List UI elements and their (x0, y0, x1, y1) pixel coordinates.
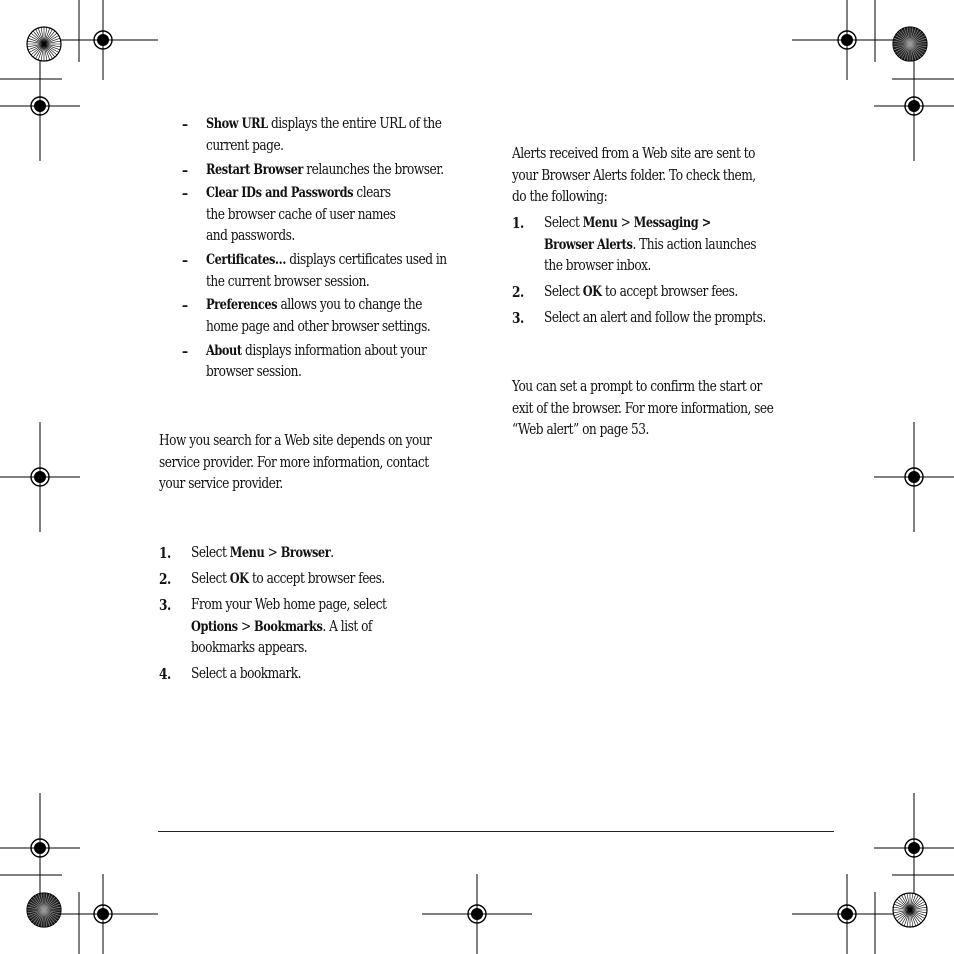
crosshair-quadrant (471, 914, 477, 920)
term-preferences: Preferences (206, 297, 278, 313)
alert-step-3-text: Select an alert and follow the prompts. (544, 310, 766, 326)
search-paragraph-line: service provider. For more information, contact (159, 455, 429, 471)
alerts-paragraph-line: do the following: (512, 189, 608, 205)
prompt-paragraph-line: “Web alert” on page 53. (512, 422, 649, 438)
crosshair-quadrant (847, 914, 853, 920)
crosshair-quadrant (34, 100, 40, 106)
crosshair-quadrant (908, 842, 914, 848)
bullet-certificates: Certificates… displays certificates used in (206, 252, 447, 268)
crosshair-quadrant (847, 34, 853, 40)
crosshair-quadrant (908, 848, 914, 854)
crosshair-quadrant (40, 100, 46, 106)
bullet-dash: – (182, 185, 188, 202)
term-clear-ids: Clear IDs and Passwords (206, 185, 354, 201)
step-3-text-3: bookmarks appears. (191, 640, 308, 656)
bullet-text: and passwords. (206, 228, 295, 244)
crosshair-quadrant (97, 40, 103, 46)
prompt-paragraph-line: You can set a prompt to confirm the start or (512, 379, 762, 395)
bullet-dash: – (182, 343, 188, 360)
crosshair-quadrant (914, 842, 920, 848)
search-paragraph-line: your service provider. (159, 476, 283, 492)
crosshair-quadrant (914, 471, 920, 477)
step-number: 4. (159, 666, 171, 683)
crosshair-quadrant (34, 106, 40, 112)
crosshair-quadrant (841, 40, 847, 46)
crosshair-quadrant (841, 34, 847, 40)
crosshair-quadrant (908, 471, 914, 477)
step-number: 2. (159, 571, 171, 588)
footer-rule (158, 831, 834, 832)
bullet-dash: – (182, 116, 188, 133)
step-2-text: Select OK to accept browser fees. (191, 571, 385, 587)
crosshair-quadrant (97, 908, 103, 914)
crosshair-quadrant (477, 908, 483, 914)
crosshair-quadrant (908, 106, 914, 112)
crosshair-quadrant (914, 848, 920, 854)
alert-step-1-text-3: the browser inbox. (544, 258, 651, 274)
bullet-text: browser session. (206, 364, 302, 380)
crosshair-quadrant (103, 908, 109, 914)
crosshair-quadrant (914, 100, 920, 106)
term-about: About (206, 343, 242, 359)
bullet-dash: – (182, 297, 188, 314)
crosshair-quadrant (908, 100, 914, 106)
crosshair-quadrant (40, 471, 46, 477)
search-paragraph-line: How you search for a Web site depends on your (159, 433, 432, 449)
crosshair-quadrant (97, 914, 103, 920)
step-number: 2. (512, 284, 524, 301)
bullet-text: home page and other browser settings. (206, 319, 431, 335)
step-number: 1. (159, 545, 171, 562)
prompt-paragraph-line: exit of the browser. For more information, see (512, 401, 774, 417)
crosshair-quadrant (908, 477, 914, 483)
crosshair-quadrant (471, 908, 477, 914)
crosshair-quadrant (103, 40, 109, 46)
crosshair-quadrant (914, 477, 920, 483)
step-number: 3. (512, 310, 524, 327)
bullet-preferences: Preferences allows you to change the (206, 297, 422, 313)
step-3-text: From your Web home page, select (191, 597, 387, 613)
bullet-dash: – (182, 162, 188, 179)
term-show-url: Show URL (206, 116, 268, 132)
alert-step-1-text-2: Browser Alerts. This action launches (544, 237, 756, 253)
crosshair-quadrant (847, 40, 853, 46)
crosshair-quadrant (34, 477, 40, 483)
bullet-clear-ids: Clear IDs and Passwords clears (206, 185, 391, 201)
step-3-text-2: Options > Bookmarks. A list of (191, 619, 372, 635)
step-number: 1. (512, 215, 524, 232)
bullet-text: the current browser session. (206, 274, 370, 290)
crosshair-quadrant (103, 914, 109, 920)
bullet-dash: – (182, 252, 188, 269)
crosshair-quadrant (914, 106, 920, 112)
term-restart-browser: Restart Browser (206, 162, 303, 178)
crosshair-quadrant (34, 848, 40, 854)
term-certificates: Certificates… (206, 252, 286, 268)
crosshair-quadrant (841, 914, 847, 920)
crosshair-quadrant (40, 842, 46, 848)
step-1-text: Select Menu > Browser. (191, 545, 334, 561)
step-4-text: Select a bookmark. (191, 666, 302, 682)
crosshair-quadrant (97, 34, 103, 40)
bullet-text: the browser cache of user names (206, 207, 396, 223)
crosshair-quadrant (40, 477, 46, 483)
alerts-paragraph-line: Alerts received from a Web site are sent to (512, 146, 755, 162)
crosshair-quadrant (103, 34, 109, 40)
crosshair-quadrant (477, 914, 483, 920)
step-number: 3. (159, 597, 171, 614)
crosshair-quadrant (841, 908, 847, 914)
bullet-about: About displays information about your (206, 343, 427, 359)
bullet-text: current page. (206, 138, 284, 154)
alert-step-2-text: Select OK to accept browser fees. (544, 284, 738, 300)
alert-step-1-text: Select Menu > Messaging > (544, 215, 711, 231)
alerts-paragraph-line: your Browser Alerts folder. To check them, (512, 168, 756, 184)
crosshair-quadrant (40, 106, 46, 112)
crosshair-quadrant (34, 471, 40, 477)
bullet-restart-browser: Restart Browser relaunches the browser. (206, 162, 444, 178)
bullet-show-url: Show URL displays the entire URL of the (206, 116, 442, 132)
crosshair-quadrant (847, 908, 853, 914)
crosshair-quadrant (34, 842, 40, 848)
crosshair-quadrant (40, 848, 46, 854)
